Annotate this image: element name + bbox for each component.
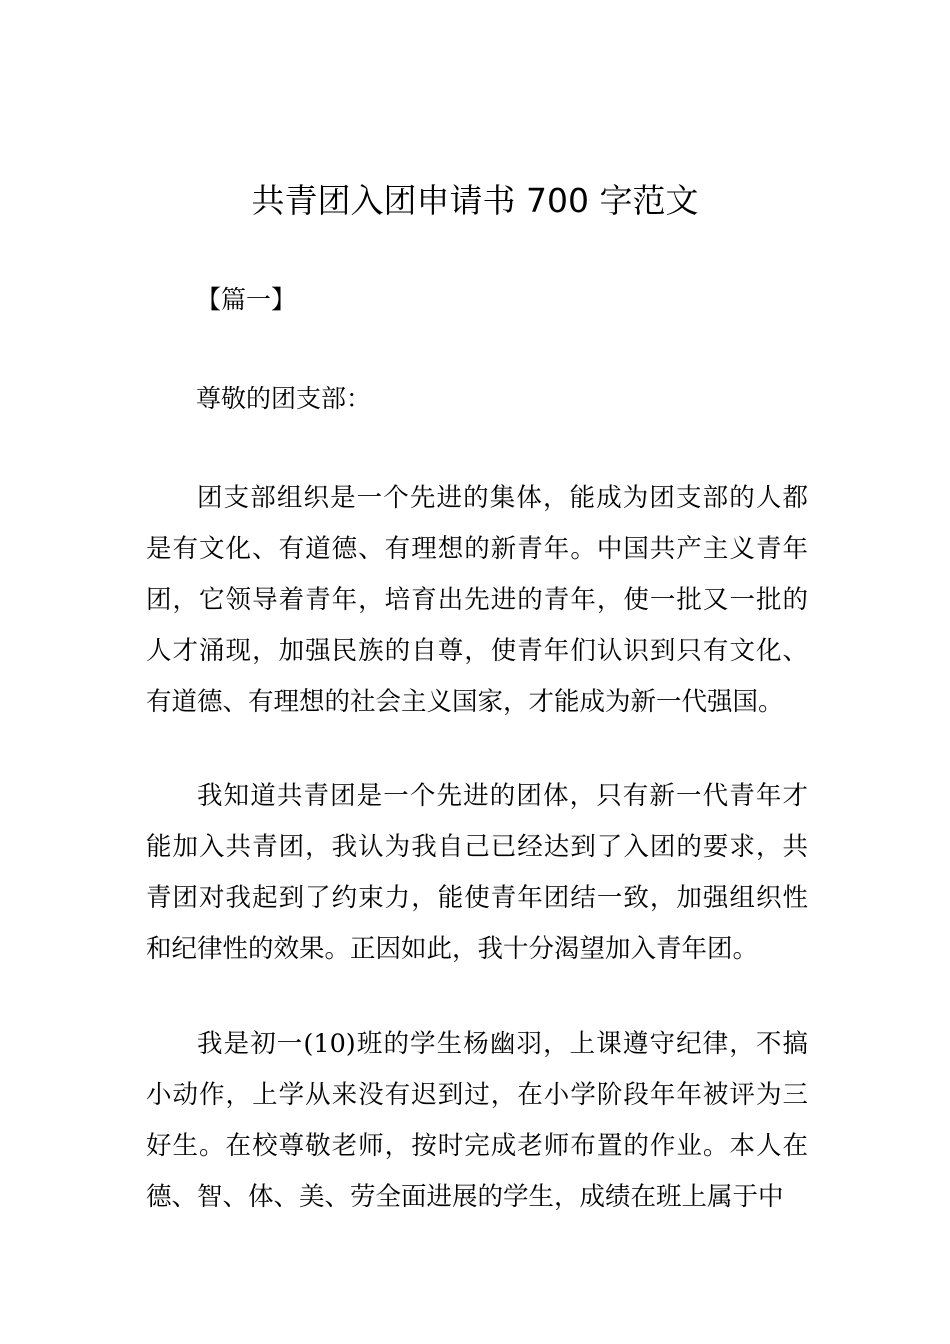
salutation: 尊敬的团支部： bbox=[196, 384, 372, 413]
document-title: 共青团入团申请书 700 字范文 bbox=[251, 181, 699, 220]
paragraph: 团支部组织是一个先进的集体，能成为团支部的人都是有文化、有道德、有理想的新青年。中国共产主义青年团，它领导着青年，培育出先进的青年，使一批又一批的人才涌现，加强民族的自尊，使青年们认识到只有文化、有道德、有理想的社会主义国家，才能成为新一代强国。 bbox=[146, 483, 808, 717]
section-label: 【篇一】 bbox=[196, 285, 297, 314]
paragraph: 我知道共青团是一个先进的团体，只有新一代青年才能加入共青团，我认为我自己已经达到了入团的要求，共青团对我起到了约束力，能使青年团结一致，加强组织性和纪律性的效果。正因如此，我十分渴望加入青年团。 bbox=[146, 781, 808, 964]
paragraph: 我是初一(10)班的学生杨幽羽，上课遵守纪律，不搞小动作，上学从来没有迟到过，在小学阶段年年被评为三好生。在校尊敬老师，按时完成老师布置的作业。本人在德、智、体、美、劳全面进展的学生，成绩在班上属于中 bbox=[146, 1029, 808, 1212]
